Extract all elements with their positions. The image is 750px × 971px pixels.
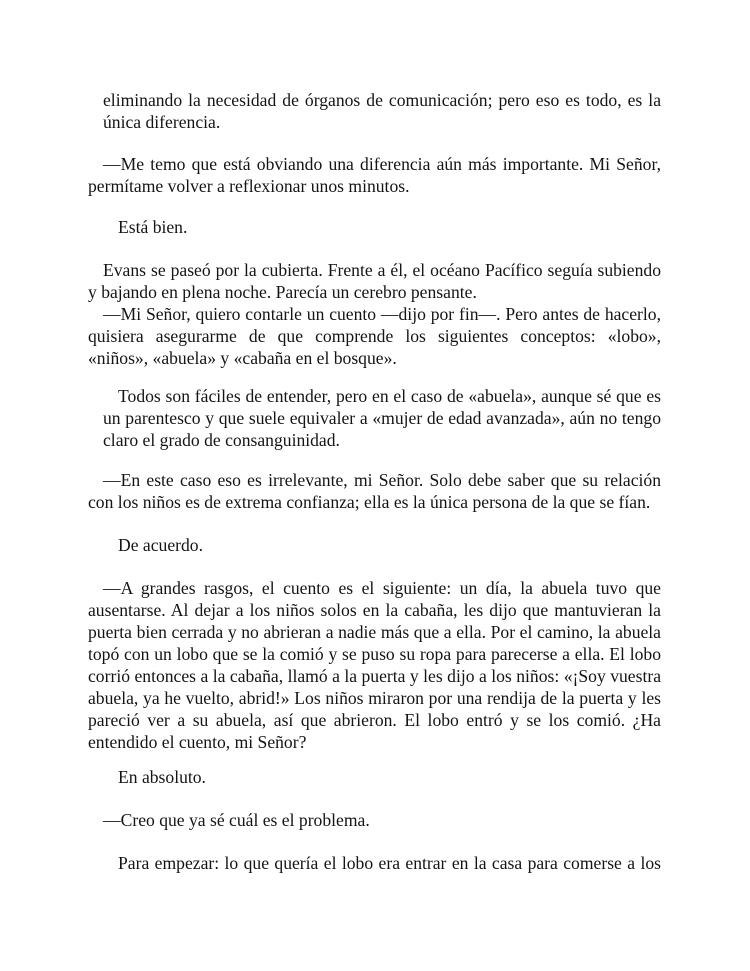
paragraph-text: En absoluto.: [118, 767, 206, 787]
paragraph: [103, 89, 661, 133]
paragraph: [88, 766, 661, 788]
paragraph: [103, 385, 661, 451]
paragraph: [88, 852, 661, 874]
paragraph: [88, 216, 661, 238]
paragraph-text: De acuerdo.: [118, 535, 203, 555]
paragraph: [88, 469, 661, 513]
paragraph: [88, 534, 661, 556]
paragraph: [88, 577, 661, 753]
paragraph-text: —Mi Señor, quiero contarle un cuento —dijo por fin—. Pero antes de hacerlo, quisiera asegurarme de que comprende los siguientes conceptos: «lobo», «niños», «abuela» y «cabaña en el bosque».: [88, 304, 661, 368]
paragraph: [88, 303, 661, 369]
paragraph: [88, 259, 661, 303]
paragraph: [88, 153, 661, 197]
paragraph-text: —En este caso eso es irrelevante, mi Señor. Solo debe saber que su relación con los niños es de extrema confianza; ella es la única persona de la que se fían.: [88, 470, 661, 512]
paragraph-text: Para empezar: lo que quería el lobo era entrar en la casa para comerse a los: [118, 853, 661, 873]
paragraph-text: —Me temo que está obviando una diferencia aún más importante. Mi Señor, permítame volver a reflexionar unos minutos.: [88, 154, 661, 196]
paragraph-text: —A grandes rasgos, el cuento es el siguiente: un día, la abuela tuvo que ausentarse. Al dejar a los niños solos en la cabaña, les dijo que mantuvieran la puerta bien cerrada y no abrieran a nadie más que a ella. Por el camino, la abuela topó con un lobo que se la comió y se puso su ropa para parecerse a ella. El lobo corrió entonces a la cabaña, llamó a la puerta y les dijo a los niños: «¡Soy vuestra abuela, ya he vuelto, abrid!» Los niños miraron por una rendija de la puerta y les pareció ver a su abuela, así que abrieron. El lobo entró y se los comió. ¿Ha entendido el cuento, mi Señor?: [88, 578, 661, 752]
paragraph-text: —Creo que ya sé cuál es el problema.: [103, 810, 370, 830]
paragraph-text: eliminando la necesidad de órganos de comunicación; pero eso es todo, es la única diferencia.: [103, 90, 661, 132]
paragraph: [88, 809, 661, 831]
paragraph-text: Todos son fáciles de entender, pero en el caso de «abuela», aunque sé que es un parentesco y que suele equivaler a «mujer de edad avanzada», aún no tengo claro el grado de consanguinidad.: [103, 386, 661, 450]
paragraph-text: Evans se paseó por la cubierta. Frente a él, el océano Pacífico seguía subiendo y bajando en plena noche. Parecía un cerebro pensante.: [88, 260, 661, 302]
paragraph-text: Está bien.: [118, 217, 188, 237]
